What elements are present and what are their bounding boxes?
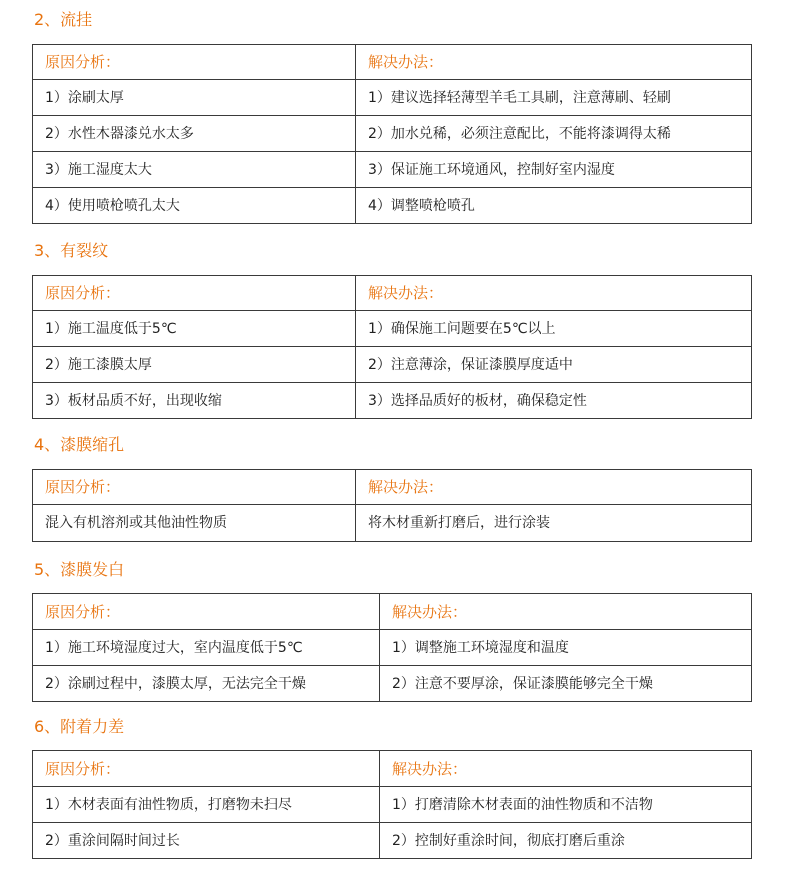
cause-cell: 1）施工温度低于5℃ — [33, 311, 356, 347]
solution-cell: 2）加水兑稀，必须注意配比，不能将漆调得太稀 — [356, 116, 752, 152]
solution-cell: 2）控制好重涂时间，彻底打磨后重涂 — [380, 823, 752, 859]
table-row — [33, 188, 752, 224]
solution-header: 解决办法： — [356, 276, 752, 311]
cause-cell: 混入有机溶剂或其他油性物质 — [33, 505, 356, 542]
cause-header: 原因分析： — [33, 594, 380, 630]
table-row — [33, 787, 752, 823]
solution-cell: 2）注意不要厚涂，保证漆膜能够完全干燥 — [380, 666, 752, 702]
solution-cell: 3）保证施工环境通风，控制好室内湿度 — [356, 152, 752, 188]
cause-cell: 2）施工漆膜太厚 — [33, 347, 356, 383]
table-row — [33, 383, 752, 419]
table-row — [33, 505, 752, 542]
table-row — [33, 630, 752, 666]
cause-solution-table — [32, 469, 752, 542]
section-title: 2、流挂 — [34, 10, 93, 29]
table-row — [33, 80, 752, 116]
cause-cell: 3）施工湿度太大 — [33, 152, 356, 188]
table-row — [33, 347, 752, 383]
cause-header: 原因分析： — [33, 470, 356, 505]
solution-header: 解决办法： — [356, 45, 752, 80]
cause-cell: 1）涂刷太厚 — [33, 80, 356, 116]
cause-header: 原因分析： — [33, 751, 380, 787]
solution-cell: 将木材重新打磨后，进行涂装 — [356, 505, 752, 542]
cause-cell: 2）水性木器漆兑水太多 — [33, 116, 356, 152]
cause-cell: 4）使用喷枪喷孔太大 — [33, 188, 356, 224]
section-title: 5、漆膜发白 — [34, 560, 125, 579]
solution-header: 解决办法： — [380, 594, 752, 630]
cause-cell: 1）施工环境湿度过大，室内温度低于5℃ — [33, 630, 380, 666]
section-title: 6、附着力差 — [34, 717, 125, 736]
cause-cell: 2）涂刷过程中，漆膜太厚，无法完全干燥 — [33, 666, 380, 702]
cause-solution-table — [32, 275, 752, 419]
solution-cell: 1）调整施工环境湿度和温度 — [380, 630, 752, 666]
table-row — [33, 666, 752, 702]
table-row — [33, 152, 752, 188]
solution-header: 解决办法： — [380, 751, 752, 787]
solution-cell: 4）调整喷枪喷孔 — [356, 188, 752, 224]
table-row — [33, 311, 752, 347]
cause-cell: 3）板材品质不好，出现收缩 — [33, 383, 356, 419]
cause-solution-table — [32, 750, 752, 859]
solution-cell: 1）打磨清除木材表面的油性物质和不洁物 — [380, 787, 752, 823]
cause-cell: 2）重涂间隔时间过长 — [33, 823, 380, 859]
solution-cell: 3）选择品质好的板材，确保稳定性 — [356, 383, 752, 419]
solution-header: 解决办法： — [356, 470, 752, 505]
cause-header: 原因分析： — [33, 45, 356, 80]
solution-cell: 2）注意薄涂，保证漆膜厚度适中 — [356, 347, 752, 383]
table-row — [33, 823, 752, 859]
cause-solution-table — [32, 593, 752, 702]
table-row — [33, 116, 752, 152]
cause-solution-table — [32, 44, 752, 224]
solution-cell: 1）建议选择轻薄型羊毛工具刷，注意薄刷、轻刷 — [356, 80, 752, 116]
cause-header: 原因分析： — [33, 276, 356, 311]
section-title: 4、漆膜缩孔 — [34, 435, 125, 454]
solution-cell: 1）确保施工问题要在5℃以上 — [356, 311, 752, 347]
cause-cell: 1）木材表面有油性物质，打磨物未扫尽 — [33, 787, 380, 823]
section-title: 3、有裂纹 — [34, 241, 109, 260]
